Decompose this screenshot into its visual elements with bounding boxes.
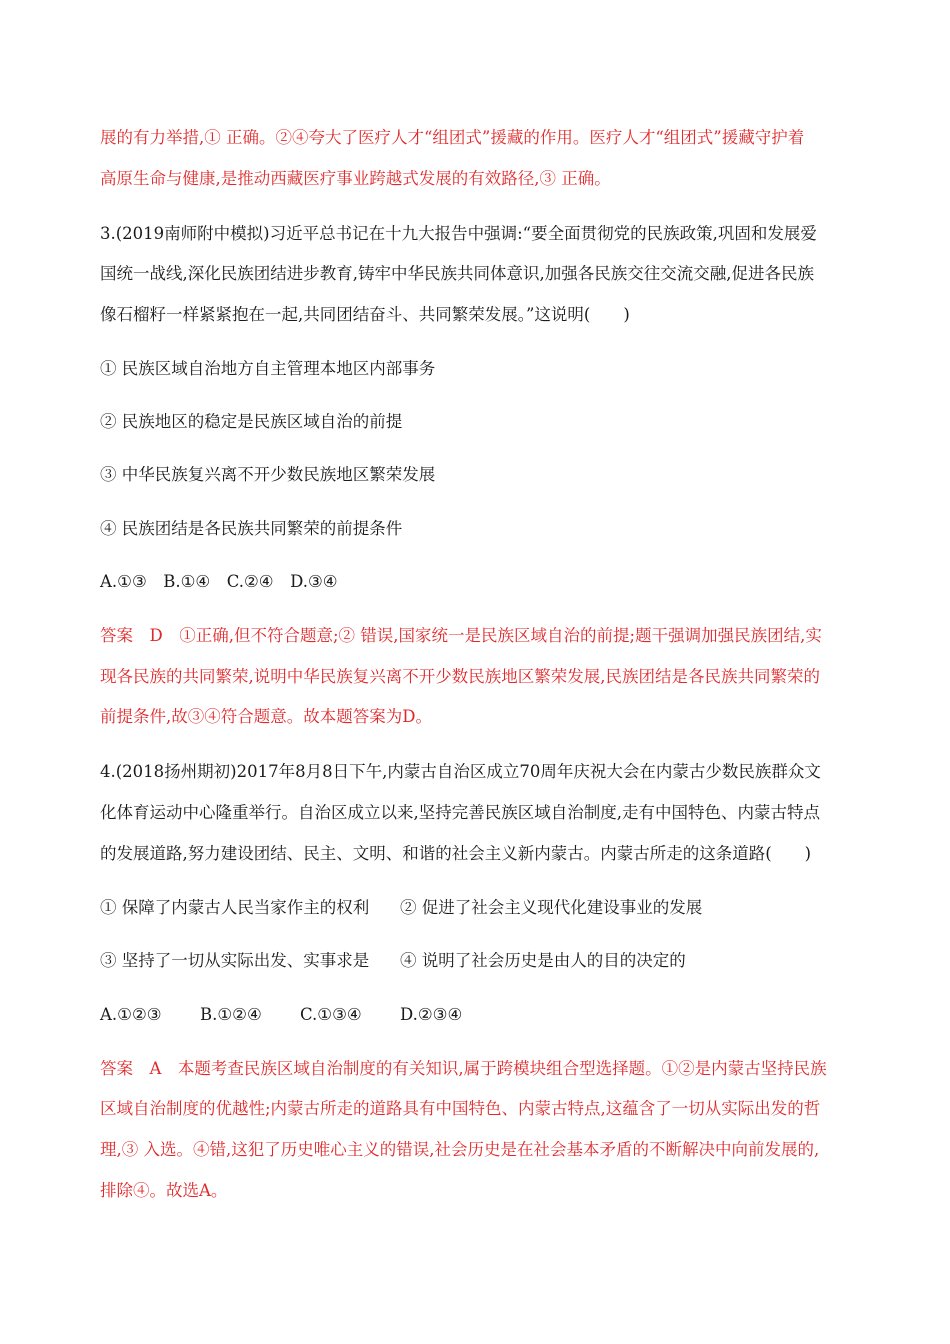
q4-stem-line-1: 4.(2018扬州期初)2017年8月8日下午,内蒙古自治区成立70周年庆祝大会在内蒙古少数民族群众文 [100, 762, 821, 781]
q4-answer-line-1: 答案 A 本题考查民族区域自治制度的有关知识,属于跨模块组合型选择题。①②是内蒙古坚持民族 [100, 1059, 827, 1078]
q4-choice-d: D.②③④ [400, 1005, 463, 1024]
q4-options-row-1 [100, 896, 702, 920]
q3-option-2: ② 民族地区的稳定是民族区域自治的前提 [100, 412, 403, 431]
q3-option-3: ③ 中华民族复兴离不开少数民族地区繁荣发展 [100, 465, 436, 484]
q4-option-4: ④ 说明了社会历史是由人的目的决定的 [400, 951, 686, 970]
q4-answer-line-2: 区域自治制度的优越性;内蒙古所走的道路具有中国特色、内蒙古特点,这蕴含了一切从实际出发的哲 [100, 1099, 821, 1118]
q4-option-1: ① 保障了内蒙古人民当家作主的权利 [100, 898, 370, 917]
q4-choice-c: C.①③④ [300, 1005, 362, 1024]
q4-choice-b: B.①②④ [200, 1005, 262, 1024]
q3-choices: A.①③ B.①④ C.②④ D.③④ [100, 572, 338, 591]
q3-option-1: ① 民族区域自治地方自主管理本地区内部事务 [100, 359, 436, 378]
q4-stem-line-3: 的发展道路,努力建设团结、民主、文明、和谐的社会主义新内蒙古。内蒙古所走的这条道路( ) [100, 844, 812, 863]
prev-answer-line-1: 展的有力举措,① 正确。②④夸大了医疗人才“组团式”援藏的作用。医疗人才“组团式”援藏守护着 [100, 128, 805, 147]
q4-option-2: ② 促进了社会主义现代化建设事业的发展 [400, 898, 703, 917]
q3-answer-line-2: 现各民族的共同繁荣,说明中华民族复兴离不开少数民族地区繁荣发展,民族团结是各民族共同繁荣的 [100, 667, 820, 686]
q4-answer-line-4: 排除④。故选A。 [100, 1181, 228, 1200]
q3-stem-line-2: 国统一战线,深化民族团结进步教育,铸牢中华民族共同体意识,加强各民族交往交流交融,促进各民族 [100, 264, 814, 283]
q3-option-4: ④ 民族团结是各民族共同繁荣的前提条件 [100, 519, 403, 538]
q3-stem-line-3: 像石榴籽一样紧紧抱在一起,共同团结奋斗、共同繁荣发展。”这说明( ) [100, 305, 630, 324]
q4-stem-line-2: 化体育运动中心隆重举行。自治区成立以来,坚持完善民族区域自治制度,走有中国特色、内蒙古特点 [100, 803, 820, 822]
q4-choice-a: A.①②③ [100, 1005, 162, 1024]
q3-answer-line-1: 答案 D ①正确,但不符合题意;② 错误,国家统一是民族区域自治的前提;题干强调加强民族团结,实 [100, 626, 822, 645]
prev-answer-line-2: 高原生命与健康,是推动西藏医疗事业跨越式发展的有效路径,③ 正确。 [100, 169, 611, 188]
q3-answer-line-3: 前提条件,故③④符合题意。故本题答案为D。 [100, 707, 432, 726]
q3-stem-line-1: 3.(2019南师附中模拟)习近平总书记在十九大报告中强调:“要全面贯彻党的民族政策,巩固和发展爱 [100, 224, 817, 243]
q4-options-row-2 [100, 949, 686, 973]
q4-answer-line-3: 理,③ 入选。④错,这犯了历史唯心主义的错误,社会历史是在社会基本矛盾的不断解决中向前发展的, [100, 1140, 820, 1159]
q4-choices [100, 1003, 462, 1027]
q4-option-3: ③ 坚持了一切从实际出发、实事求是 [100, 951, 370, 970]
